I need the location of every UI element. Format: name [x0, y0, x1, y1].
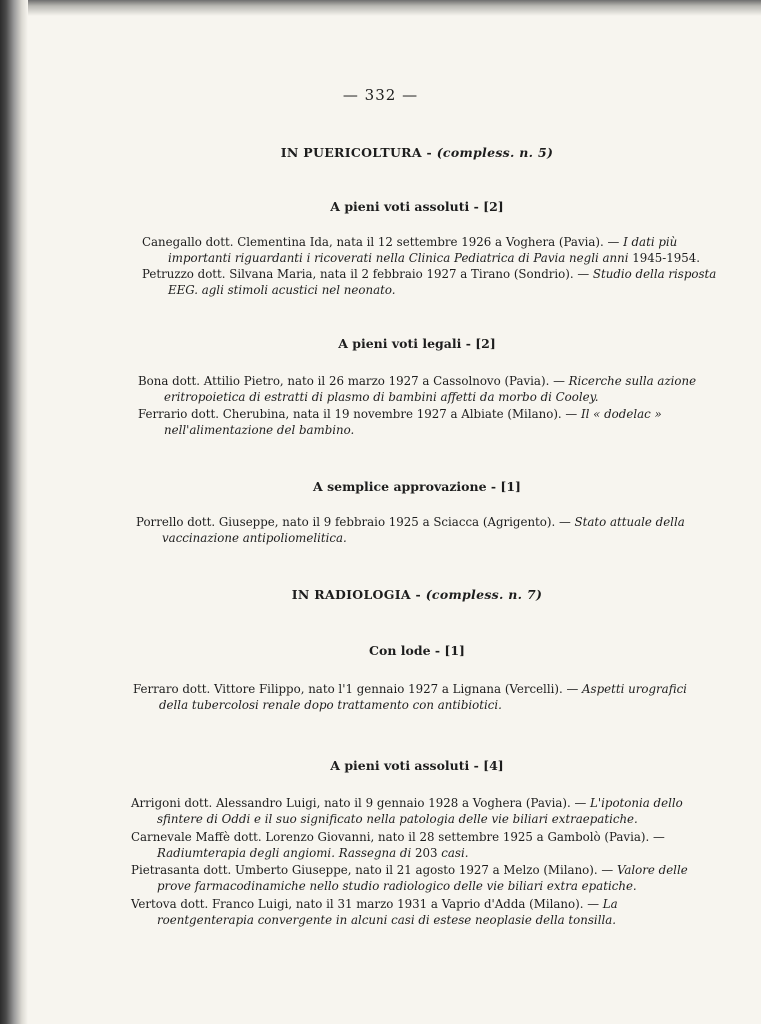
list-item: Carnevale Maffè dott. Lorenzo Giovanni, nato il 28 settembre 1925 a Gambolò (Pavia). — Radiumterapia degli angiomi. Rassegna di 203 casi. — [131, 830, 665, 860]
group-heading: A pieni voti legali - [2] — [338, 336, 496, 351]
list-item: Bona dott. Attilio Pietro, nato il 26 marzo 1927 a Cassolnovo (Pavia). — Ricerche sulla azione eritropoietica di estratti di plasmo di bambini affetti da morbo di Cooley. — [138, 374, 697, 404]
list-item: Ferrario dott. Cherubina, nata il 19 novembre 1927 a Albiate (Milano). — Il « dodelac » nell'alimentazione del bambino. — [138, 407, 662, 437]
list-item: Petruzzo dott. Silvana Maria, nata il 2 febbraio 1927 a Tirano (Sondrio). — Studio della risposta EEG. agli stimoli acustici nel neonato. — [142, 267, 717, 297]
list-item: Vertova dott. Franco Luigi, nato il 31 marzo 1931 a Vaprio d'Adda (Milano). — La roentgenterapia convergente in alcuni casi di estese neoplasie della tonsilla. — [131, 897, 618, 927]
group-heading: Con lode - [1] — [369, 643, 465, 658]
page-number: — 332 — — [342, 86, 419, 104]
list-item: Ferraro dott. Vittore Filippo, nato l'1 gennaio 1927 a Lignana (Vercelli). — Aspetti urografici della tubercolosi renale dopo trattamento con antibiotici. — [133, 682, 687, 712]
group-heading: A pieni voti assoluti - [2] — [330, 199, 504, 214]
scan-top-edge — [0, 0, 761, 16]
group-heading: A pieni voti assoluti - [4] — [330, 758, 504, 773]
list-item: Arrigoni dott. Alessandro Luigi, nato il 9 gennaio 1928 a Voghera (Pavia). — L'ipotonia dello sfintere di Oddi e il suo significato nella patologia delle vie biliari extraepatiche. — [131, 796, 683, 826]
list-item: Pietrasanta dott. Umberto Giuseppe, nato il 21 agosto 1927 a Melzo (Milano). — Valore delle prove farmacodinamiche nello studio radiologico delle vie biliari extra epatiche. — [131, 863, 688, 893]
group-heading: A semplice approvazione - [1] — [313, 479, 521, 494]
list-item: Canegallo dott. Clementina Ida, nata il 12 settembre 1926 a Voghera (Pavia). — I dati più importanti riguardanti i ricoverati nella Clinica Pediatrica di Pavia negli anni 1945-1954. — [142, 235, 701, 265]
section-title-puericoltura: IN PUERICOLTURA - (compless. n. 5) — [280, 145, 554, 160]
section-title-radiologia: IN RADIOLOGIA - (compless. n. 7) — [291, 587, 543, 602]
list-item: Porrello dott. Giuseppe, nato il 9 febbraio 1925 a Sciacca (Agrigento). — Stato attuale della vaccinazione antipoliomelitica. — [136, 515, 685, 545]
